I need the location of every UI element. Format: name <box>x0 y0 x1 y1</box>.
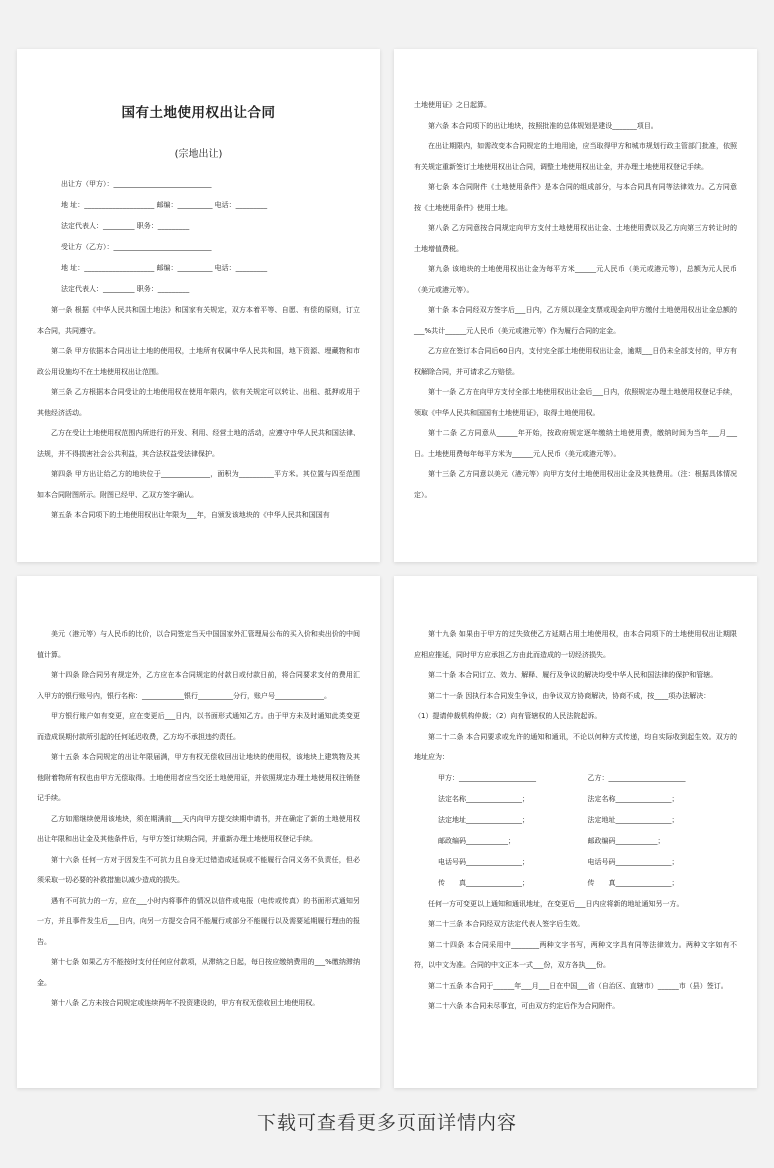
party-b-postcode: 邮政编码____________； <box>587 836 665 845</box>
clause-paragraph: 第二十四条 本合同采用中________两种文字书写，两种文字具有同等法律效力。两种文字如有不符，以中文为准。合同的中文正本一式___份，双方各执___份。 <box>414 940 737 969</box>
contract-page-2 <box>394 49 757 562</box>
address-row <box>414 852 737 873</box>
clause-paragraph: 在出让期限内，如需改变本合同规定的土地用途，应当取得甲方和城市规划行政主管部门批准，依照有关规定重新签订土地使用权出让合同，调整土地使用权出让金，并办理土地使用权登记手续。 <box>414 142 737 171</box>
contract-page-3 <box>17 576 380 1088</box>
grantee-address-line: 地 址：____________________ 邮编：__________ 电话：_________ <box>61 264 268 272</box>
clause-paragraph: 任何一方可变更以上通知和通讯地址，在变更后___日内应将新的地址通知另一方。 <box>428 899 684 908</box>
party-b-name: 乙方：______________________ <box>587 773 686 782</box>
clause-paragraph: 乙方在受让土地使用权范围内所进行的开发、利用、经营土地的活动，应遵守中华人民共和国法律、法规，并不得损害社会公共利益，其合法权益受法律保护。 <box>37 429 360 458</box>
clause-paragraph: 第五条 本合同项下的土地使用权出让年限为___年，自颁发该地块的《中华人民共和国国有 <box>51 511 330 519</box>
contract-subtitle: (宗地出让) <box>174 149 223 160</box>
clause-paragraph: 美元（港元等）与人民币的比价，以合同签定当天中国国家外汇管理局公布的买入价和卖出价的中间值计算。 <box>37 630 360 659</box>
party-b-phone: 电话号码________________； <box>587 857 679 866</box>
clause-paragraph: 第二十五条 本合同于______年___月___日在中国___省（自治区、直辖市）______市（县）签订。 <box>428 981 728 990</box>
clause-paragraph: 第三条 乙方根据本合同受让的土地使用权在使用年限内，依有关规定可以转让、出租、抵押或用于其他经济活动。 <box>37 388 360 417</box>
dispute-options: （1）提请仲裁机构仲裁；（2）向有管辖权的人民法院起诉。 <box>414 712 602 720</box>
clause-paragraph: 乙方应在签订本合同后60日内，支付完全部土地使用权出让金，逾期___日仍未全部支付的，甲方有权解除合同，并可请求乙方赔偿。 <box>414 347 737 376</box>
clause-paragraph: 第二十一条 因执行本合同发生争议，由争议双方协商解决，协商不成，按____项办法解决： <box>428 691 711 700</box>
clause-paragraph: 第十一条 乙方在向甲方支付全部土地使用权出让金后___日内，依照规定办理土地使用权登记手续，领取《中华人民共和国国有土地使用证》，取得土地使用权。 <box>414 388 737 417</box>
party-b-legal-address: 法定地址________________； <box>587 815 679 824</box>
party-a-legal-address: 法定地址________________； <box>438 815 529 824</box>
clause-paragraph: 土地使用证》之日起算。 <box>414 101 491 109</box>
clause-paragraph: 第一条 根据《中华人民共和国土地法》和国家有关规定，双方本着平等、自愿、有偿的原则，订立本合同，共同遵守。 <box>37 306 360 335</box>
grantee-representative-line: 法定代表人：_________ 职务：_________ <box>61 285 190 293</box>
clause-paragraph: 第七条 本合同附件《土地使用条件》是本合同的组成部分，与本合同具有同等法律效力。乙方同意按《土地使用条件》使用土地。 <box>414 183 737 212</box>
clause-paragraph: 第二十六条 本合同未尽事宜，可由双方约定后作为合同附件。 <box>428 1002 620 1010</box>
clause-paragraph: 第四条 甲方出让给乙方的地块位于______________，面积为__________平方米。其位置与四至范围如本合同附图所示。附图已经甲、乙双方签字确认。 <box>37 470 360 499</box>
clause-paragraph: 第九条 该地块的土地使用权出让金为每平方米______元人民币（美元或港元等），总额为元人民币（美元或港元等）。 <box>414 265 737 294</box>
contract-page-1 <box>17 49 380 562</box>
clause-paragraph: 第二十三条 本合同经双方法定代表人签字后生效。 <box>428 920 585 928</box>
clause-paragraph: 甲方银行账户如有变更，应在变更后___日内，以书面形式通知乙方。由于甲方未及时通知此类变更而造成误期付款所引起的任何延迟收费，乙方均不承担违约责任。 <box>37 712 360 741</box>
party-a-name: 甲方：______________________ <box>438 773 536 782</box>
clause-paragraph: 第二条 甲方依据本合同出让土地的使用权，土地所有权属中华人民共和国，地下资源、埋藏物和市政公用设施均不在土地使用权出让范围。 <box>37 347 360 376</box>
address-row <box>414 810 737 831</box>
party-b-legal-name: 法定名称________________； <box>587 794 679 803</box>
address-row <box>414 768 737 789</box>
grantee-line: 受让方（乙方）：____________________________ <box>61 243 212 251</box>
clause-paragraph: 第十条 本合同经双方签字后___日内，乙方须以现金支票或现金向甲方缴付土地使用权出让金总额的___%共计______元人民币（美元或港元等）作为履行合同的定金。 <box>414 306 737 335</box>
clause-paragraph: 第十七条 如果乙方不能按时支付任何应付款项，从滞纳之日起，每日按应缴纳费用的___%缴纳滞纳金。 <box>37 958 360 987</box>
clause-paragraph: 第二十条 本合同订立、效力、解释、履行及争议的解决均受中华人民和国法律的保护和管辖。 <box>428 671 718 679</box>
contract-title: 国有土地使用权出让合同 <box>121 105 276 121</box>
party-a-fax: 传 真________________； <box>438 878 529 887</box>
clause-paragraph: 第十六条 任何一方对于因发生不可抗力且自身无过错造成延误或不能履行合同义务不负责任，但必须采取一切必要的补救措施以减少造成的损失。 <box>37 855 360 884</box>
party-a-postcode: 邮政编码____________； <box>438 836 515 845</box>
contract-page-4 <box>394 576 757 1088</box>
address-row <box>414 789 737 810</box>
clause-paragraph: 第八条 乙方同意按合同规定向甲方支付土地使用权出让金、土地使用费以及乙方向第三方转让时的土地增值费税。 <box>414 224 737 253</box>
clause-paragraph: 第十九条 如果由于甲方的过失致使乙方延期占用土地使用权，由本合同项下的土地使用权出让期限应相应推延，同时甲方应承担乙方由此而造成的一切经济损失。 <box>414 630 737 659</box>
clause-paragraph: 第十三条 乙方同意以美元（港元等）向甲方支付土地使用权出让金及其他费用。（注：根据具体情况定）。 <box>414 470 737 499</box>
address-row <box>414 873 737 894</box>
clause-paragraph: 第六条 本合同项下的出让地块，按照批准的总体规划是建设_______项目。 <box>428 121 658 130</box>
download-caption[interactable]: 下载可查看更多页面详情内容 <box>256 1112 517 1134</box>
grantor-representative-line: 法定代表人：_________ 职务：_________ <box>61 222 190 230</box>
clause-paragraph: 第十四条 除合同另有规定外，乙方应在本合同规定的付款日或付款日前，将合同要求支付的费用汇入甲方的银行账号内，银行名称：____________银行__________分行，账户号______________。 <box>37 671 360 700</box>
clause-paragraph: 第十五条 本合同规定的出让年限届满，甲方有权无偿收回出让地块的使用权，该地块上建筑物及其他附着物所有权也由甲方无偿取得。土地使用者应当交还土地使用证，并依照规定办理土地使用权注销登记手续。 <box>37 753 360 802</box>
party-b-fax: 传 真________________； <box>587 878 679 887</box>
grantor-address-line: 地 址：____________________ 邮编：__________ 电话：_________ <box>61 201 268 209</box>
address-row <box>414 831 737 852</box>
party-a-legal-name: 法定名称________________； <box>438 794 529 803</box>
grantor-line: 出让方（甲方）：____________________________ <box>61 180 212 188</box>
clause-paragraph: 第十八条 乙方未按合同规定或连续两年不投资建设的，甲方有权无偿收回土地使用权。 <box>51 999 320 1007</box>
clause-paragraph: 第二十二条 本合同要求或允许的通知和通讯，不论以何种方式传递，均自实际收到起生效。双方的地址应为： <box>414 732 737 761</box>
clause-paragraph: 乙方如需继续使用该地块，须在期满前___天内向甲方提交续期申请书，并在确定了新的土地使用权出让年限和出让金及其他条件后，与甲方签订续期合同，并重新办理土地使用权登记手续。 <box>37 814 360 843</box>
clause-paragraph: 第十二条 乙方同意从______年开始，按政府规定逐年缴纳土地使用费，缴纳时间为当年___月___日。土地使用费每年每平方米为______元人民币（美元或港元等）。 <box>414 429 737 458</box>
clause-paragraph: 遇有不可抗力的一方，应在___小时内将事件的情况以信件或电报（电传或传真）的书面形式通知另一方，并且事件发生后___日内，向另一方提交合同不能履行或部分不能履行以及需要延期履行理由的报告。 <box>37 896 360 946</box>
party-a-phone: 电话号码________________； <box>438 857 529 866</box>
